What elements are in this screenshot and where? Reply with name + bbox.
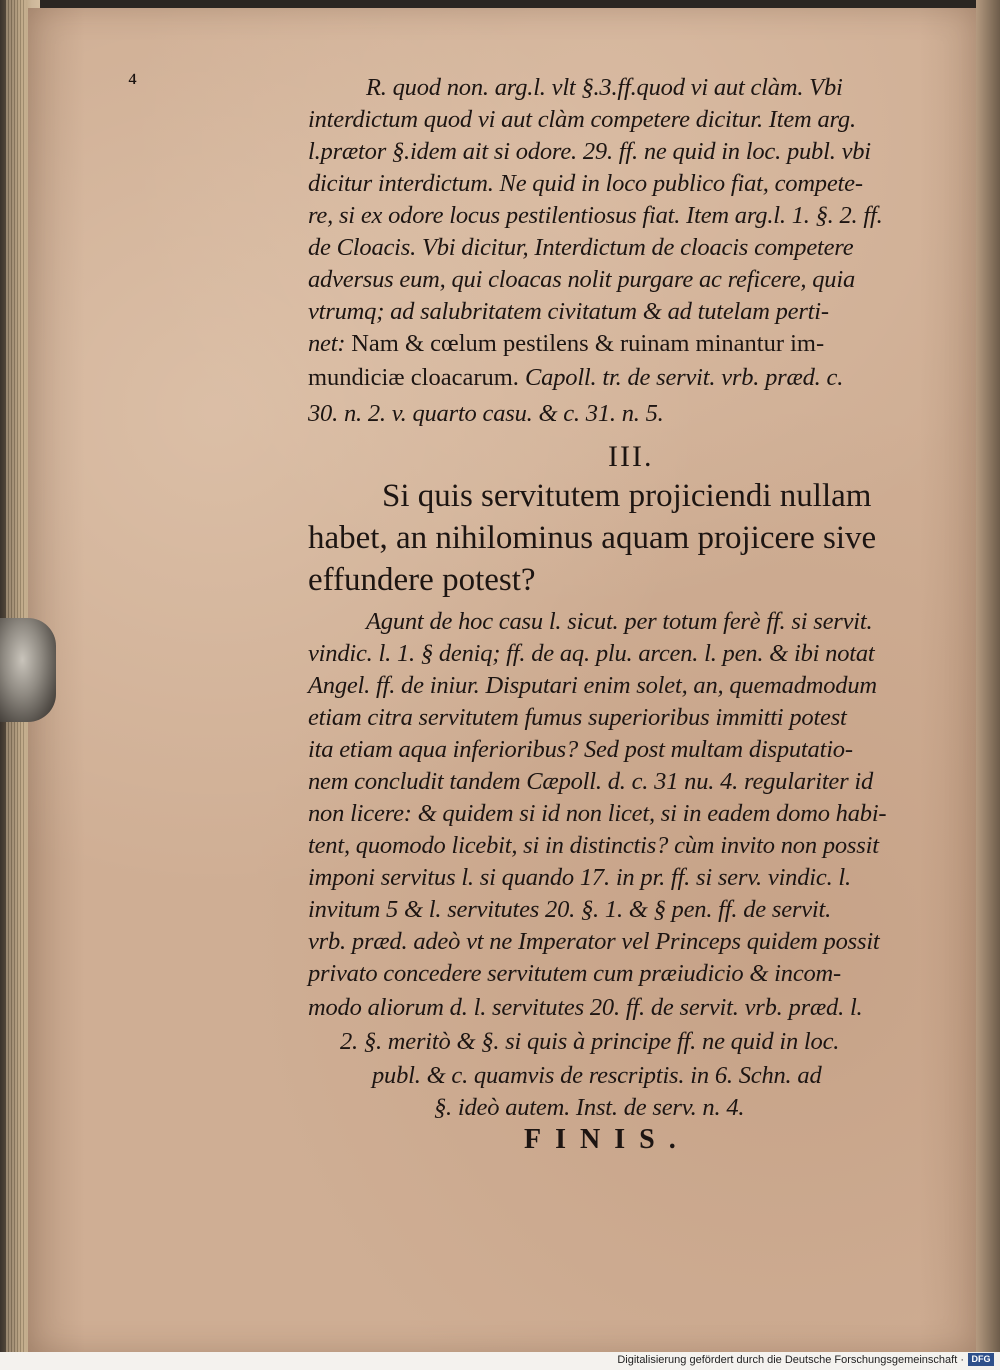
dfg-logo: DFG <box>968 1353 994 1366</box>
body-line: non licere: & quidem si id non licet, si in eadem domo habi- <box>308 800 887 827</box>
text-span: dicitur interdictum. Ne quid in loco publico fiat, compete- <box>308 170 863 197</box>
right-margin <box>976 0 1000 1352</box>
heading-line: Si quis servitutem projiciendi nullam <box>382 478 872 514</box>
text-span: interdictum quod vi aut clàm competere dicitur. Item arg. <box>308 106 856 133</box>
text-span: R. quod non. arg.l. vlt §.3.ff.quod vi aut clàm. Vbi <box>366 74 843 101</box>
text-span: vtrumq; ad salubritatem civitatum & ad tutelam perti- <box>308 298 829 325</box>
body-line: tent, quomodo licebit, si in distinctis? cùm invito non possit <box>308 832 879 859</box>
heading-line: effundere potest? <box>308 562 536 598</box>
heading-line: habet, an nihilominus aquam projicere sive <box>308 520 877 556</box>
body-line: nem concludit tandem Cæpoll. d. c. 31 nu. 4. regulariter id <box>308 768 874 795</box>
body-line: Angel. ff. de iniur. Disputari enim solet, an, quemadmodum <box>308 672 877 699</box>
text-line <box>366 74 843 102</box>
body-line: 2. §. meritò & §. si quis à principe ff. ne quid in loc. <box>340 1028 840 1055</box>
text-line <box>308 234 853 262</box>
footer-credit: Digitalisierung gefördert durch die Deutsche Forschungsgemeinschaft · <box>617 1354 964 1366</box>
text-line <box>308 364 843 392</box>
clasp-image <box>0 618 56 722</box>
text-line <box>308 138 871 166</box>
body-line: ita etiam aqua inferioribus? Sed post multam disputatio- <box>308 736 853 763</box>
section-number: III. <box>608 440 654 473</box>
text-span: 30. n. 2. v. quarto casu. & c. 31. n. 5. <box>308 400 664 427</box>
text-span: Nam & cœlum pestilens & ruinam minantur im- <box>351 330 825 357</box>
text-span: l.prætor §.idem ait si odore. 29. ff. ne quid in loc. publ. vbi <box>308 138 871 165</box>
body-line: imponi servitus l. si quando 17. in pr. ff. si serv. vindic. l. <box>308 864 851 891</box>
body-line: invitum 5 & l. servitutes 20. §. 1. & § pen. ff. de servit. <box>308 896 832 923</box>
text-line <box>308 106 856 134</box>
finis-line: FINIS. <box>524 1124 690 1155</box>
text-span: mundiciæ cloacarum. <box>308 364 526 391</box>
body-line: vrb. præd. adeò vt ne Imperator vel Princeps quidem possit <box>308 928 880 955</box>
text-line <box>308 298 829 326</box>
body-line: §. ideò autem. Inst. de serv. n. 4. <box>434 1094 745 1121</box>
body-line: modo aliorum d. l. servitutes 20. ff. de servit. vrb. præd. l. <box>308 994 863 1021</box>
text-span: net: <box>308 330 352 357</box>
text-line <box>308 202 883 230</box>
body-line: Agunt de hoc casu l. sicut. per totum ferè ff. si servit. <box>366 608 873 635</box>
text-line <box>308 170 863 198</box>
text-span: adversus eum, qui cloacas nolit purgare ac reficere, quia <box>308 266 856 293</box>
text-span: de Cloacis. Vbi dicitur, Interdictum de cloacis competere <box>308 234 854 261</box>
text-line <box>308 400 664 428</box>
body-line: etiam citra servitutem fumus superioribus immitti potest <box>308 704 847 731</box>
page-mark: ⁴ <box>128 68 138 97</box>
text-span: re, si ex odore locus pestilentiosus fiat. Item arg.l. 1. §. 2. ff. <box>308 202 883 229</box>
text-span: Capoll. tr. de servit. vrb. præd. c. <box>525 364 844 391</box>
text-line <box>308 330 824 358</box>
body-line: vindic. l. 1. § deniq; ff. de aq. plu. arcen. l. pen. & ibi notat <box>308 640 875 667</box>
body-line: privato concedere servitutem cum præiudicio & incom- <box>308 960 842 987</box>
body-line: publ. & c. quamvis de rescriptis. in 6. Schn. ad <box>372 1062 822 1089</box>
text-line <box>308 266 855 294</box>
